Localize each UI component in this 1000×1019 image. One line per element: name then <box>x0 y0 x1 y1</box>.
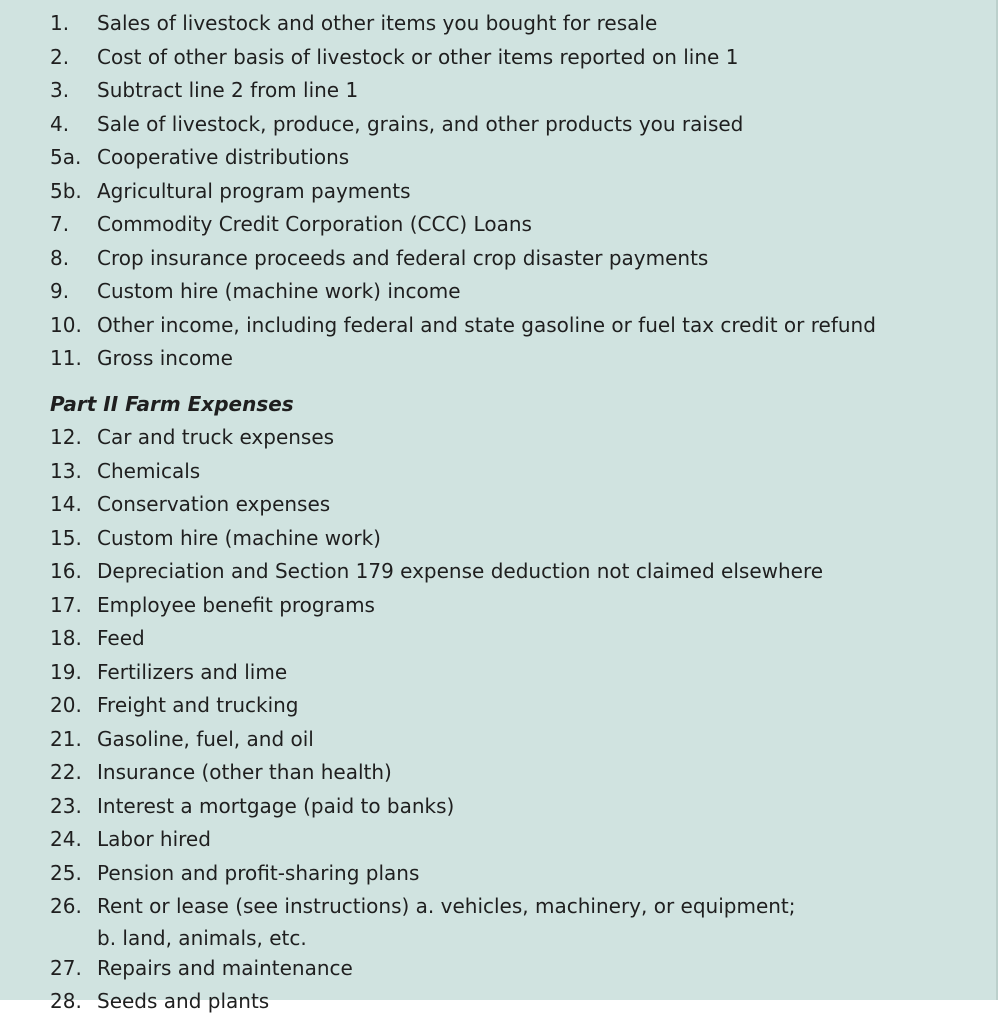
line-number: 26. <box>50 894 82 918</box>
line-description: Custom hire (machine work) income <box>97 279 461 303</box>
list-item <box>50 275 996 309</box>
line-description-continued: b. land, animals, etc. <box>97 925 307 950</box>
list-item <box>50 74 996 108</box>
line-description: Agricultural program payments <box>97 178 411 203</box>
list-item <box>50 656 996 690</box>
line-description: Cooperative distributions <box>97 145 350 169</box>
line-number: 12. <box>50 425 82 449</box>
list-item <box>50 421 996 455</box>
line-description: Seeds and plants <box>97 989 270 1013</box>
line-description: Depreciation and Section 179 expense deduction not claimed elsewhere <box>97 559 824 583</box>
list-item <box>50 622 996 656</box>
list-item <box>50 756 996 790</box>
line-number: 28. <box>50 989 82 1013</box>
line-number: 4. <box>50 111 70 136</box>
list-item <box>50 689 996 723</box>
line-number: 3. <box>50 78 70 102</box>
line-number: 15. <box>50 525 82 550</box>
line-description: Gasoline, fuel, and oil <box>97 726 314 751</box>
line-number: 8. <box>50 245 70 270</box>
list-item <box>50 555 996 589</box>
list-item <box>50 108 996 142</box>
line-number: 5a. <box>50 145 82 169</box>
line-number: 25. <box>50 860 82 885</box>
line-number: 21. <box>50 726 82 751</box>
line-number: 14. <box>50 492 82 516</box>
list-item <box>50 455 996 489</box>
list-item <box>50 857 996 891</box>
line-description: Sales of livestock and other items you bought for resale <box>97 11 658 35</box>
line-description: Car and truck expenses <box>97 425 335 449</box>
line-number: 20. <box>50 693 82 717</box>
list-item <box>50 985 996 1019</box>
line-number: 19. <box>50 659 82 684</box>
line-description: Conservation expenses <box>97 492 331 516</box>
line-number: 17. <box>50 592 82 617</box>
line-number: 18. <box>50 626 82 650</box>
list-item <box>50 342 996 376</box>
line-description: Chemicals <box>97 458 201 483</box>
list-item <box>50 7 996 41</box>
line-number: 16. <box>50 559 82 583</box>
line-number: 10. <box>50 312 82 337</box>
line-description: Freight and trucking <box>97 693 299 717</box>
list-item <box>50 790 996 824</box>
line-item-list <box>50 7 996 1019</box>
line-description: Crop insurance proceeds and federal crop disaster payments <box>97 245 709 270</box>
line-description: Sale of livestock, produce, grains, and other products you raised <box>97 111 744 136</box>
list-item <box>50 522 996 556</box>
list-item <box>50 890 996 952</box>
line-number: 22. <box>50 760 82 784</box>
line-number: 2. <box>50 44 70 69</box>
line-number: 13. <box>50 458 82 483</box>
list-item <box>50 242 996 276</box>
list-item <box>50 141 996 175</box>
line-number: 23. <box>50 793 82 818</box>
line-number: 9. <box>50 279 70 303</box>
line-description: Repairs and maintenance <box>97 955 353 980</box>
line-number: 11. <box>50 346 82 370</box>
line-description: Rent or lease (see instructions) a. vehicles, machinery, or equipment; <box>97 894 796 918</box>
line-description: Cost of other basis of livestock or other items reported on line 1 <box>97 44 739 69</box>
list-item <box>50 589 996 623</box>
line-description: Feed <box>97 626 145 650</box>
line-description: Insurance (other than health) <box>97 760 392 784</box>
list-item <box>50 175 996 209</box>
line-description: Interest a mortgage (paid to banks) <box>97 793 455 818</box>
list-item <box>50 723 996 757</box>
line-description: Fertilizers and lime <box>97 659 288 684</box>
list-item <box>50 41 996 75</box>
line-description: Gross income <box>97 346 233 370</box>
line-number: 5b. <box>50 178 82 203</box>
line-number: 24. <box>50 827 82 851</box>
line-description: Other income, including federal and state gasoline or fuel tax credit or refund <box>97 312 876 337</box>
line-description: Pension and profit-sharing plans <box>97 860 420 885</box>
line-number: 1. <box>50 11 70 35</box>
list-item <box>50 823 996 857</box>
line-description: Labor hired <box>97 827 211 851</box>
line-description-multiline <box>97 890 796 952</box>
list-item <box>50 488 996 522</box>
line-number: 7. <box>50 212 70 236</box>
list-item <box>50 208 996 242</box>
line-description: Employee benefit programs <box>97 592 375 617</box>
line-description: Commodity Credit Corporation (CCC) Loans <box>97 212 532 236</box>
section-heading-part-2: Part II Farm Expenses <box>50 391 294 416</box>
list-item <box>50 952 996 986</box>
line-description: Subtract line 2 from line 1 <box>97 78 359 102</box>
list-item <box>50 309 996 343</box>
line-description: Custom hire (machine work) <box>97 525 381 550</box>
line-number: 27. <box>50 955 82 980</box>
